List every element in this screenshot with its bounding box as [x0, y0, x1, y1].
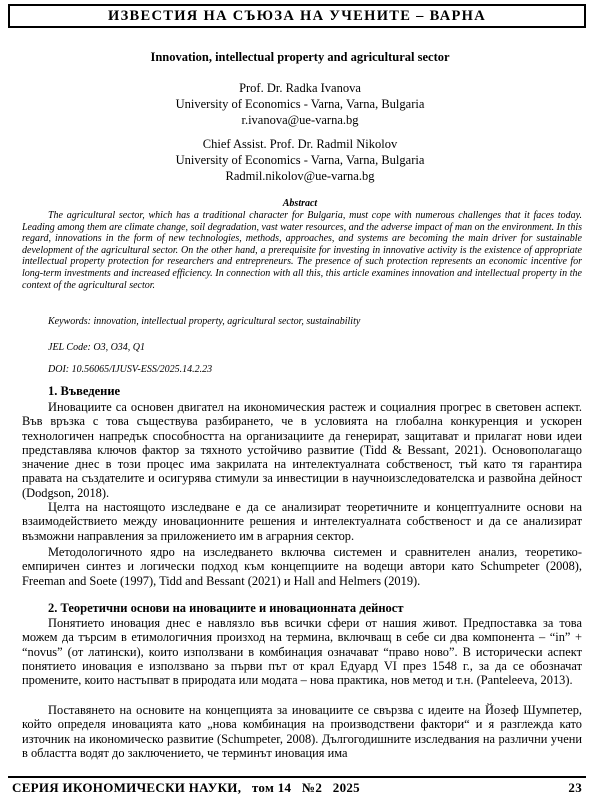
author-name: Prof. Dr. Radka Ivanova [239, 81, 361, 95]
author-affiliation: University of Economics - Varna, Varna, Bulgaria [175, 153, 425, 167]
jel-code: JEL Code: O3, O34, Q1 [48, 342, 146, 353]
paragraph: Понятието иновация днес е навлязло във всички сфери от нашия живот. Предпоставка за това можем да търсим в етимологичния произход на термина, включващ в себе си два компонента – “in” + “novus” (от латински), които използвани в комбинация означават “право ново”. В исторически аспект понятието иновация е използвано за първи път от крал Едуард VI през 1548 г., за да се обозначат промените, които настъпват в природата или модата – нова практика, нов метод и т.н. (Panteleeva, 2013). [22, 616, 582, 688]
author-block-1 [0, 80, 600, 128]
paragraph: Методологичното ядро на изследването включва системен и сравнителен анализ, теоретико-емпиричен синтез и логически подход към концепциите на водещи автори като Schumpeter (2008), Freeman and Soete (1997), Tidd and Bessant (2021) и Hall and Helmers (2019). [22, 545, 582, 588]
abstract-heading: Abstract [282, 198, 318, 209]
abstract-text: The agricultural sector, which has a traditional character for Bulgaria, must cope with numerous challenges that it faces today. Leading among them are climate change, soil degradation, vast water resources, and the adverse impact of man on the environment. In this regard, innovations in the form of new technologies, methods, approaches, and systems are becoming the main driver for sustainable development of the agricultural sector. On the other hand, a prerequisite for investing in innovative activity is the existence of appropriate intellectual property protection for researchers and entrepreneurs. The presence of such protection represents an economic incentive for long-term investments and increased efficiency. In connection with all this, this article examines innovation and intellectual property in the context of the agricultural sector. [22, 210, 582, 291]
paragraph: Поставянето на основите на концепцията за иновациите се свързва с идеите на Йозеф Шумпетер, който определя иновацията като „нова комбинация на производствени фактори“ и я разглежда като източник на икономическо развитие (Schumpeter, 2008). Дългогодишните изследвания на различни учени в областта водят до заключението, че терминът иновация има [22, 703, 582, 760]
doi: DOI: 10.56065/IJUSV-ESS/2025.14.2.23 [48, 364, 213, 375]
author-block-2 [0, 136, 600, 184]
footer-year: 2025 [332, 780, 360, 795]
journal-header-text: ИЗВЕСТИЯ НА СЪЮЗА НА УЧЕНИТЕ – ВАРНА [108, 7, 486, 24]
paragraph: Иновациите са основен двигател на икономическия растеж и социалния прогрес в световен аспект. Във връзка с това съществува разбирането, че в условията на глобална конкуренция и ускорен технологичен напредък способността на организациите да генерират, защитават и прилагат нови идеи представлява ключов фактор за тяхното устойчиво развитие (Tidd & Bessant, 2021). Основополагащо значение днес в този процес има закрилата на интелектуалната собственост, тъй като тя гарантира правата на създателите и осигурява стимули за инвестиции в научноизследователска и развойна дейност (Dodgson, 2018). [22, 400, 582, 500]
journal-header [8, 4, 586, 28]
footer-journal-info [12, 780, 360, 796]
section-heading-introduction: 1. Въведение [48, 384, 121, 398]
author-email: r.ivanova@ue-varna.bg [241, 113, 359, 127]
paper-title: Innovation, intellectual property and agricultural sector [150, 50, 450, 64]
section-heading-theory: 2. Теоретични основи на иновациите и иновационната дейност [48, 601, 404, 615]
footer-issue: №2 [301, 780, 323, 795]
author-affiliation: University of Economics - Varna, Varna, Bulgaria [175, 97, 425, 111]
author-email: Radmil.nikolov@ue-varna.bg [225, 169, 375, 183]
paragraph: Целта на настоящото изследване е да се анализират теоретичните и концептуалните основи на взаимодействието между иновационните решения и интелектуалната собственост и да се анализират възможни направления за приложението им в аграрния сектор. [22, 500, 582, 543]
footer-series: СЕРИЯ ИКОНОМИЧЕСКИ НАУКИ, [12, 780, 242, 795]
author-name: Chief Assist. Prof. Dr. Radmil Nikolov [202, 137, 398, 151]
footer-volume: том 14 [251, 780, 292, 795]
page-footer [8, 776, 586, 798]
keywords: Keywords: innovation, intellectual property, agricultural sector, sustainability [48, 316, 361, 327]
page-number: 23 [568, 780, 582, 795]
